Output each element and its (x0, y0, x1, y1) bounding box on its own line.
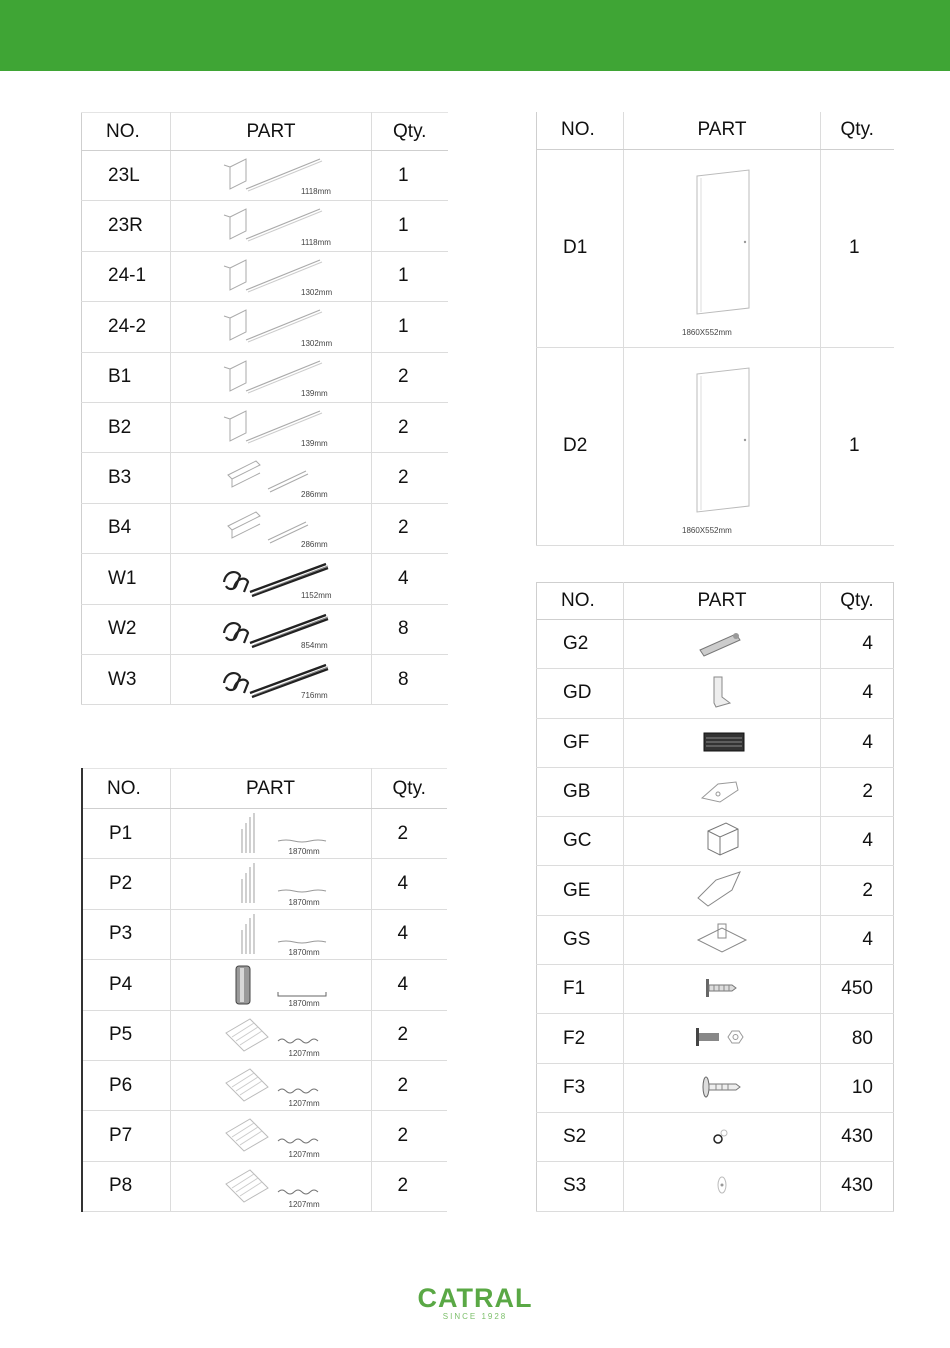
part-drawing (624, 620, 821, 669)
part-number: P7 (82, 1111, 170, 1161)
part-number: B2 (82, 402, 171, 452)
part-number: W1 (82, 554, 171, 604)
column-header-part: PART (624, 112, 821, 149)
part-quantity: 2 (372, 352, 448, 402)
table-row (537, 817, 894, 866)
column-header-no: NO. (82, 113, 171, 151)
part-drawing (624, 669, 821, 718)
part-dimension: 1870mm (288, 948, 320, 958)
column-header-qty: Qty. (821, 583, 894, 620)
column-header-no: NO. (82, 769, 170, 809)
part-dimension: 1152mm (301, 590, 332, 600)
latch-icon (692, 772, 752, 810)
part-dimension: 1118mm (301, 237, 331, 247)
brand-since: SINCE 1928 (442, 1312, 508, 1321)
part-dimension: 286mm (301, 540, 328, 550)
part-number: 24-1 (82, 251, 171, 301)
column-header-part: PART (624, 583, 821, 620)
part-number: P1 (82, 809, 170, 859)
part-number: F2 (537, 1014, 624, 1063)
part-drawing (171, 654, 372, 704)
part-number: D1 (537, 149, 624, 347)
table-row (537, 1162, 894, 1211)
table-row (537, 669, 894, 718)
part-dimension: 716mm (301, 691, 328, 701)
door-panel-icon (679, 168, 759, 318)
part-quantity: 4 (821, 915, 894, 964)
roof-panel-icon (216, 1164, 346, 1208)
part-drawing (624, 767, 821, 816)
part-dimension: 1207mm (288, 1048, 320, 1058)
part-drawing (170, 1161, 371, 1211)
part-quantity: 2 (371, 1010, 447, 1060)
header-bar (0, 0, 950, 71)
part-drawing (624, 1112, 821, 1161)
part-quantity: 430 (821, 1162, 894, 1211)
part-number: G2 (537, 620, 624, 669)
column-header-no: NO. (537, 583, 624, 620)
part-drawing (171, 453, 372, 503)
part-quantity: 1 (372, 251, 448, 301)
table-row (537, 620, 894, 669)
part-drawing (171, 352, 372, 402)
part-dimension: 1860X552mm (682, 525, 732, 535)
table-row (537, 1112, 894, 1161)
part-number: 23L (82, 151, 171, 201)
table-row (537, 149, 894, 347)
part-drawing (170, 909, 371, 959)
part-number: P6 (82, 1060, 170, 1110)
parts-table-doors (536, 112, 894, 546)
part-drawing (624, 817, 821, 866)
vent-icon (692, 723, 752, 761)
table-row (82, 1010, 447, 1060)
part-number: S3 (537, 1162, 624, 1211)
table-row (82, 1161, 447, 1211)
hinge-icon (692, 624, 752, 662)
table-row (82, 302, 448, 352)
part-quantity: 1 (821, 347, 894, 545)
part-number: P3 (82, 909, 170, 959)
part-number: P8 (82, 1161, 170, 1211)
part-number: GC (537, 817, 624, 866)
part-quantity: 4 (821, 620, 894, 669)
bolt-nut-icon (692, 1018, 752, 1056)
roof-panel-icon (216, 1013, 346, 1057)
part-drawing (171, 302, 372, 352)
part-drawing (170, 1010, 371, 1060)
part-quantity: 2 (372, 402, 448, 452)
part-drawing (170, 809, 371, 859)
part-number: 23R (82, 201, 171, 251)
panel-icon (216, 861, 346, 905)
washer-icon (692, 1117, 752, 1155)
part-quantity: 1 (372, 151, 448, 201)
part-dimension: 1870mm (288, 998, 320, 1008)
panel-icon (216, 811, 346, 855)
part-number: P4 (82, 960, 170, 1010)
part-drawing (624, 965, 821, 1014)
anchor-plate-icon (692, 920, 752, 958)
part-number: 24-2 (82, 302, 171, 352)
table-row (82, 402, 448, 452)
column-header-qty: Qty. (372, 113, 448, 151)
corner-cap-icon (692, 821, 752, 859)
part-number: GB (537, 767, 624, 816)
part-drawing (171, 251, 372, 301)
part-drawing (171, 151, 372, 201)
part-quantity: 8 (372, 654, 448, 704)
table-row (82, 554, 448, 604)
part-number: F3 (537, 1063, 624, 1112)
screw-icon (692, 969, 752, 1007)
part-quantity: 4 (371, 859, 447, 909)
table-row (82, 251, 448, 301)
roof-panel-icon (216, 1063, 346, 1107)
part-dimension: 1118mm (301, 187, 331, 197)
part-number: P2 (82, 859, 170, 909)
bracket-icon (692, 673, 752, 711)
part-number: F1 (537, 965, 624, 1014)
part-number: W2 (82, 604, 171, 654)
part-drawing (624, 1014, 821, 1063)
column-header-qty: Qty. (371, 769, 447, 809)
part-number: P5 (82, 1010, 170, 1060)
part-quantity: 4 (821, 718, 894, 767)
column-header-no: NO. (537, 112, 624, 149)
column-header-qty: Qty. (821, 112, 894, 149)
part-quantity: 1 (372, 201, 448, 251)
gable-piece-icon (692, 870, 752, 908)
column-header-part: PART (171, 113, 372, 151)
part-quantity: 430 (821, 1112, 894, 1161)
part-drawing (170, 1060, 371, 1110)
table-row (537, 1063, 894, 1112)
table-row (537, 767, 894, 816)
part-drawing (170, 859, 371, 909)
table-row (537, 718, 894, 767)
part-drawing (171, 201, 372, 251)
part-number: B4 (82, 503, 171, 553)
table-row (537, 347, 894, 545)
washer-screw-icon (692, 1068, 752, 1106)
table-row (82, 654, 448, 704)
part-quantity: 4 (821, 669, 894, 718)
parts-table-profiles (81, 112, 448, 705)
flat-washer-icon (692, 1166, 752, 1204)
part-number: GF (537, 718, 624, 767)
part-dimension: 1207mm (288, 1200, 320, 1210)
table-row (82, 151, 448, 201)
part-drawing (624, 915, 821, 964)
part-quantity: 450 (821, 965, 894, 1014)
parts-table-hardware (536, 582, 894, 1212)
part-dimension: 139mm (301, 388, 328, 398)
part-dimension: 1302mm (301, 288, 333, 298)
corner-panel-icon (216, 962, 346, 1006)
part-drawing (624, 1162, 821, 1211)
table-row (82, 1060, 447, 1110)
part-quantity: 2 (371, 809, 447, 859)
table-row (82, 453, 448, 503)
part-dimension: 1207mm (288, 1099, 320, 1109)
part-drawing (624, 866, 821, 915)
part-number: W3 (82, 654, 171, 704)
part-number: D2 (537, 347, 624, 545)
part-quantity: 2 (371, 1060, 447, 1110)
part-quantity: 1 (821, 149, 894, 347)
part-drawing (624, 718, 821, 767)
part-quantity: 4 (371, 960, 447, 1010)
table-row (82, 352, 448, 402)
footer-logo (0, 1283, 950, 1321)
part-dimension: 1870mm (288, 847, 320, 857)
table-row (537, 915, 894, 964)
part-dimension: 1860X552mm (682, 327, 732, 337)
part-number: GE (537, 866, 624, 915)
part-quantity: 8 (372, 604, 448, 654)
table-row (82, 809, 447, 859)
part-dimension: 286mm (301, 489, 328, 499)
part-drawing (170, 1111, 371, 1161)
table-row (82, 909, 447, 959)
table-row (82, 960, 447, 1010)
roof-panel-icon (216, 1113, 346, 1157)
table-row (82, 503, 448, 553)
part-quantity: 4 (821, 817, 894, 866)
part-drawing (170, 960, 371, 1010)
part-quantity: 4 (371, 909, 447, 959)
table-row (82, 604, 448, 654)
table-row (537, 965, 894, 1014)
table-row (537, 866, 894, 915)
part-drawing (171, 503, 372, 553)
part-drawing (171, 554, 372, 604)
part-number: GD (537, 669, 624, 718)
part-number: B3 (82, 453, 171, 503)
table-row (82, 859, 447, 909)
part-number: S2 (537, 1112, 624, 1161)
part-number: GS (537, 915, 624, 964)
part-dimension: 1302mm (301, 338, 333, 348)
part-quantity: 80 (821, 1014, 894, 1063)
table-row (537, 1014, 894, 1063)
part-quantity: 4 (372, 554, 448, 604)
part-quantity: 2 (371, 1161, 447, 1211)
part-quantity: 2 (821, 866, 894, 915)
table-row (82, 1111, 447, 1161)
part-quantity: 2 (372, 503, 448, 553)
brand-name: CATRAL (417, 1283, 533, 1313)
part-quantity: 10 (821, 1063, 894, 1112)
part-dimension: 139mm (301, 439, 328, 449)
part-dimension: 1870mm (288, 897, 320, 907)
part-drawing (171, 402, 372, 452)
part-drawing (624, 347, 821, 545)
part-drawing (624, 149, 821, 347)
part-drawing (624, 1063, 821, 1112)
part-quantity: 2 (372, 453, 448, 503)
door-panel-icon (679, 366, 759, 516)
part-number: B1 (82, 352, 171, 402)
part-quantity: 2 (821, 767, 894, 816)
part-dimension: 854mm (301, 640, 328, 650)
table-row (82, 201, 448, 251)
parts-table-panels (81, 768, 447, 1212)
column-header-part: PART (170, 769, 371, 809)
panel-icon (216, 912, 346, 956)
part-quantity: 1 (372, 302, 448, 352)
part-drawing (171, 604, 372, 654)
part-dimension: 1207mm (288, 1149, 320, 1159)
part-quantity: 2 (371, 1111, 447, 1161)
